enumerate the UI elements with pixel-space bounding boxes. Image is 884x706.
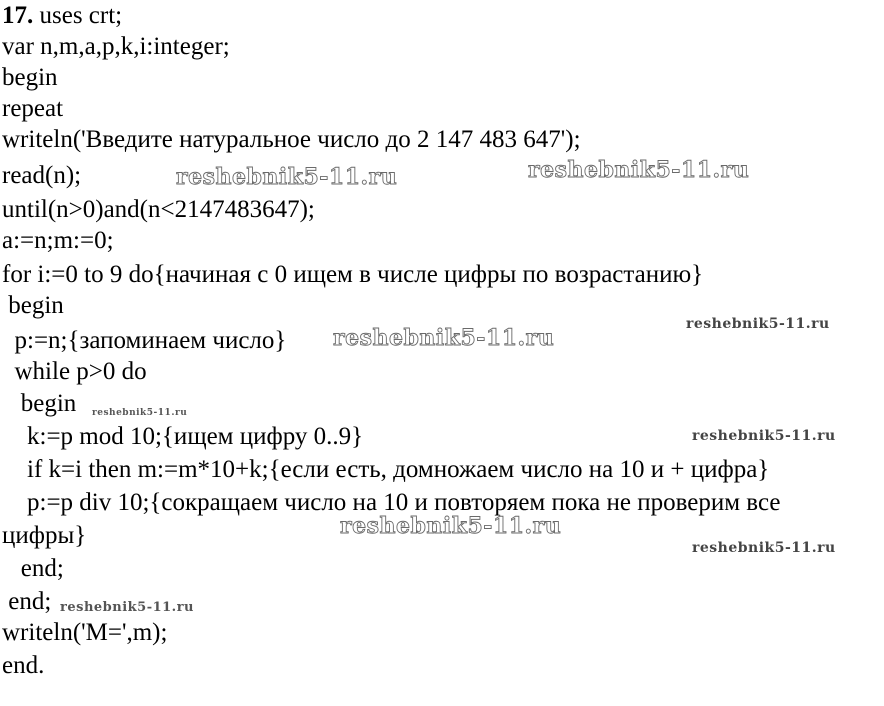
code-line-10: begin <box>2 292 64 319</box>
code-line-1 <box>2 0 122 32</box>
watermark: reshebnik5-11.ru <box>686 316 830 332</box>
code-line-2: var n,m,a,p,k,i:integer; <box>2 33 230 60</box>
code-line-17: цифры} <box>2 522 87 549</box>
code-line-12: while p>0 do <box>2 358 147 385</box>
watermark: reshebnik5-11.ru <box>92 408 188 418</box>
code-line-21: end. <box>2 652 45 679</box>
watermark: reshebnik5-11.ru <box>333 325 555 351</box>
code-line-19: end; <box>2 588 52 615</box>
code-line-8: a:=n;m:=0; <box>2 227 114 254</box>
code-line-14: k:=p mod 10;{ищем цифру 0..9} <box>2 423 364 450</box>
code-line-15: if k=i then m:=m*10+k;{если есть, домножаем число на 10 и + цифра} <box>2 456 770 483</box>
watermark: reshebnik5-11.ru <box>340 513 562 539</box>
watermark: reshebnik5-11.ru <box>528 157 750 183</box>
code-line-9: for i:=0 to 9 do{начиная с 0 ищем в числе цифры по возрастанию} <box>2 261 704 288</box>
problem-number: 17. <box>2 2 34 29</box>
code-line-20: writeln('M=',m); <box>2 619 168 646</box>
code-line-13: begin <box>2 390 77 417</box>
code-line-16: p:=p div 10;{сокращаем число на 10 и повторяем пока не проверим все <box>2 489 781 516</box>
watermark: reshebnik5-11.ru <box>60 600 195 615</box>
code-line-4: repeat <box>2 95 64 122</box>
code-line-6: read(n); <box>2 162 82 189</box>
code-line-1-text: uses crt; <box>33 2 123 29</box>
code-line-7: until(n>0)and(n<2147483647); <box>2 196 315 223</box>
code-line-5: writeln('Введите натуральное число до 2 147 483 647'); <box>2 126 581 153</box>
code-line-11: p:=n;{запоминаем число} <box>2 327 287 354</box>
watermark: reshebnik5-11.ru <box>692 428 836 444</box>
code-line-18: end; <box>2 555 64 582</box>
code-line-3: begin <box>2 64 58 91</box>
watermark: reshebnik5-11.ru <box>176 164 398 190</box>
watermark: reshebnik5-11.ru <box>692 540 836 556</box>
